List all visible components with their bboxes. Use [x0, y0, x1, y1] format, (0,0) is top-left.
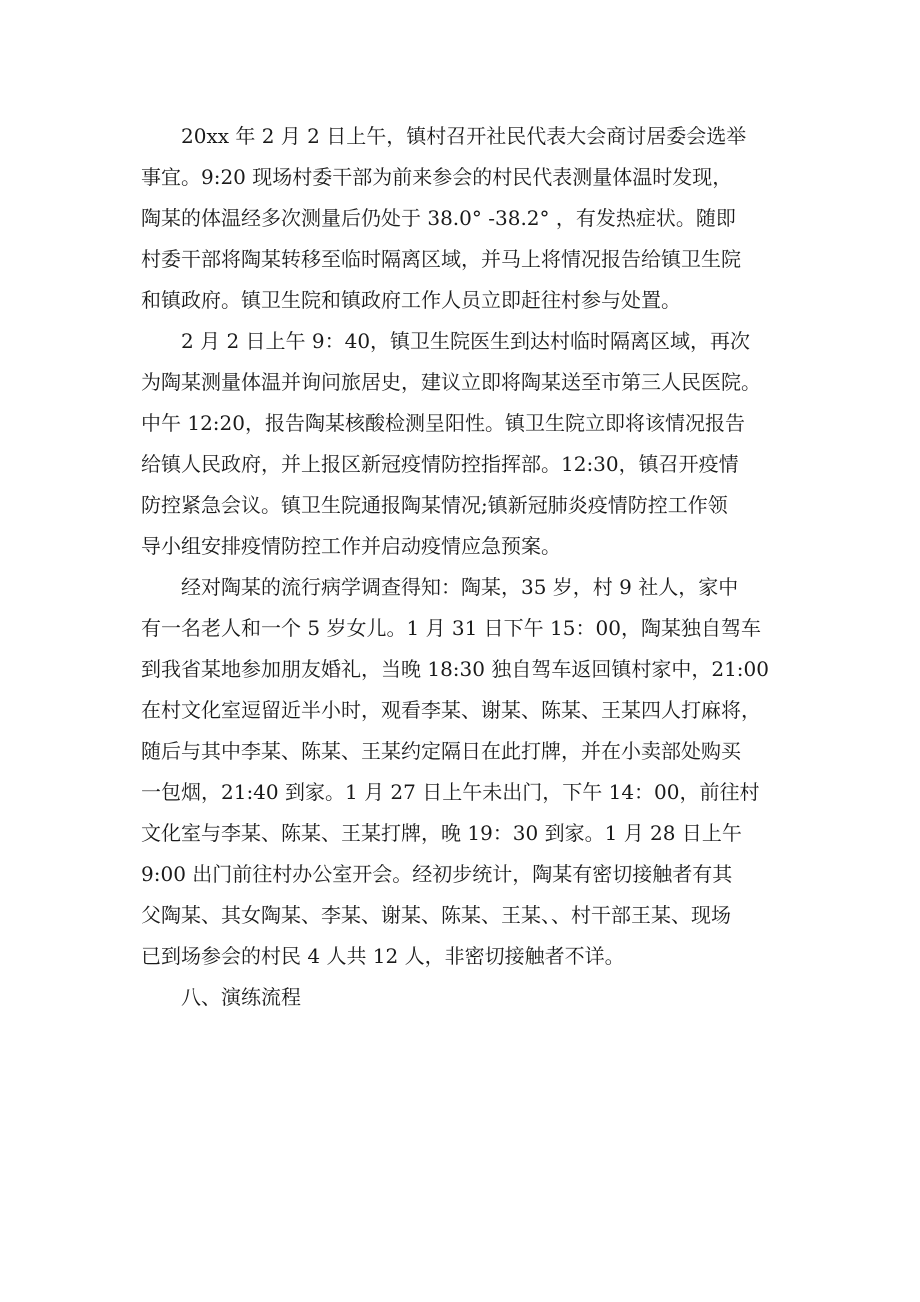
text-line: 2 月 2 日上午 9：40，镇卫生院医生到达村临时隔离区域，再次 [181, 329, 751, 353]
text-line: 9:00 出门前往村办公室开会。经初步统计，陶某有密切接触者有其 [141, 862, 733, 886]
text-line: 导小组安排疫情防控工作并启动疫情应急预案。 [141, 534, 561, 558]
text-line: 在村文化室逗留近半小时，观看李某、谢某、陈某、王某四人打麻将， [141, 698, 761, 722]
text-line: 给镇人民政府，并上报区新冠疫情防控指挥部。12:30，镇召开疫情 [141, 452, 739, 476]
text-line: 中午 12:20，报告陶某核酸检测呈阳性。镇卫生院立即将该情况报告 [141, 411, 745, 435]
paragraph-meeting-event [141, 116, 781, 321]
text-line: 到我省某地参加朋友婚礼，当晚 18:30 独自驾车返回镇村家中，21:00 [141, 657, 769, 681]
paragraph-epidemiological-survey [141, 567, 781, 977]
text-line: 父陶某、其女陶某、李某、谢某、陈某、王某、、村干部王某、现场 [141, 903, 731, 927]
text-line: 防控紧急会议。镇卫生院通报陶某情况;镇新冠肺炎疫情防控工作领 [141, 493, 728, 517]
document-body [141, 116, 781, 1018]
text-line: 陶某的体温经多次测量后仍处于 38.0° -38.2° ，有发热症状。随即 [141, 206, 736, 230]
text-line: 经对陶某的流行病学调查得知：陶某，35 岁，村 9 社人，家中 [181, 575, 739, 599]
text-line: 为陶某测量体温并询问旅居史，建议立即将陶某送至市第三人民医院。 [141, 370, 761, 394]
paragraph-medical-response [141, 321, 781, 567]
text-line: 随后与其中李某、陈某、王某约定隔日在此打牌，并在小卖部处购买 [141, 739, 741, 763]
text-line: 20xx 年 2 月 2 日上午，镇村召开社民代表大会商讨居委会选举 [181, 124, 747, 148]
text-line: 有一名老人和一个 5 岁女儿。1 月 31 日下午 15：00，陶某独自驾车 [141, 616, 761, 640]
text-line: 已到场参会的村民 4 人共 12 人，非密切接触者不详。 [141, 944, 625, 968]
text-line: 村委干部将陶某转移至临时隔离区域，并马上将情况报告给镇卫生院 [141, 247, 741, 271]
text-line: 和镇政府。镇卫生院和镇政府工作人员立即赶往村参与处置。 [141, 288, 681, 312]
text-line: 事宜。9:20 现场村委干部为前来参会的村民代表测量体温时发现， [141, 165, 733, 189]
section-heading: 八、演练流程 [181, 985, 301, 1009]
text-line: 一包烟，21:40 到家。1 月 27 日上午未出门，下午 14：00，前往村 [141, 780, 760, 804]
text-line: 文化室与李某、陈某、王某打牌，晚 19：30 到家。1 月 28 日上午 [141, 821, 742, 845]
